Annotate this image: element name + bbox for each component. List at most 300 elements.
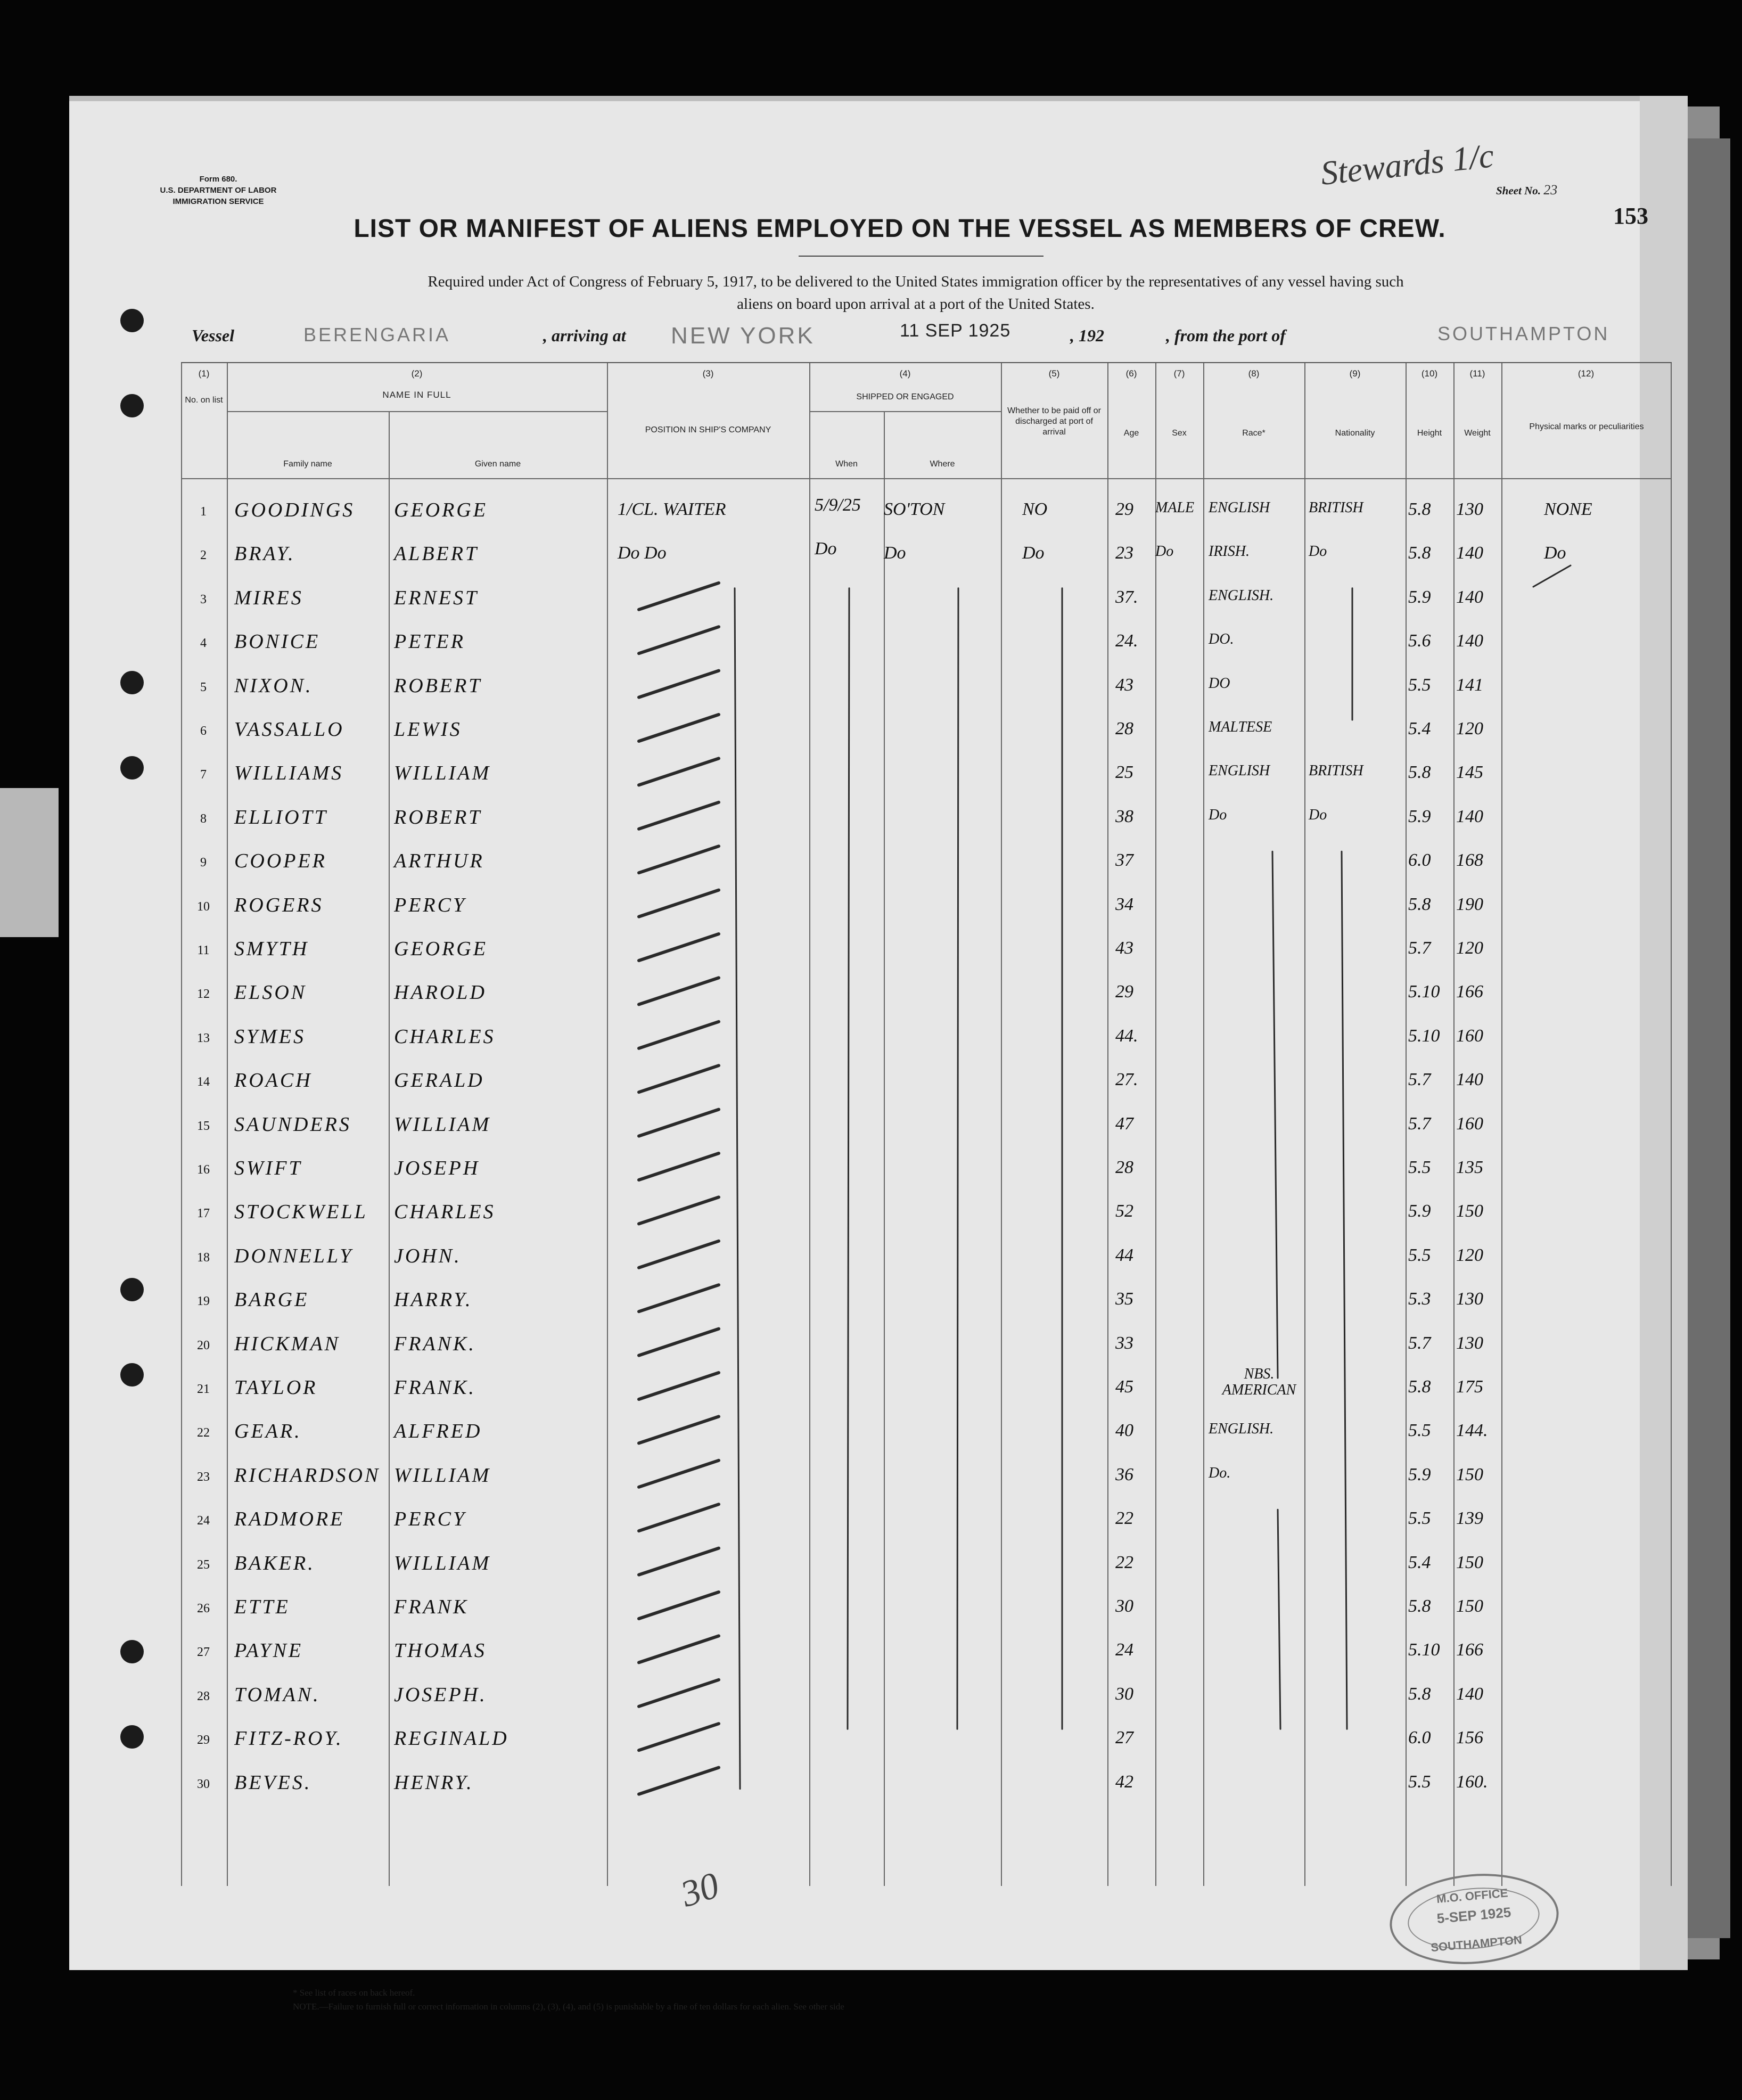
cell-given-name: WILLIAM (394, 1552, 491, 1574)
cell-height: 5.7 (1408, 1070, 1431, 1090)
service-name: IMMIGRATION SERVICE (172, 197, 264, 206)
cell-family-name: FITZ-ROY. (234, 1727, 343, 1750)
header-paid-off: Whether to be paid off or discharged at port of arrival (1007, 406, 1101, 437)
cell-height: 5.4 (1408, 719, 1431, 739)
cell-family-name: VASSALLO (234, 718, 344, 741)
cell-weight: 166 (1456, 1640, 1483, 1660)
cell-given-name: WILLIAM (394, 1113, 491, 1136)
cell-given-name: ERNEST (394, 586, 479, 609)
cell-weight: 139 (1456, 1508, 1483, 1529)
cell-row-number: 10 (197, 899, 210, 914)
cell-given-name: GEORGE (394, 499, 488, 521)
page-title: LIST OR MANIFEST OF ALIENS EMPLOYED ON THE VESSEL AS MEMBERS OF CREW. (354, 215, 1446, 243)
cell-row-number: 21 (197, 1382, 210, 1396)
department-name: U.S. DEPARTMENT OF LABOR (160, 186, 277, 195)
cell-age: 29 (1115, 982, 1133, 1002)
cell-weight: 140 (1456, 1684, 1483, 1704)
cell-given-name: PERCY (394, 893, 467, 916)
cell-family-name: SWIFT (234, 1157, 302, 1179)
cell-given-name: PERCY (394, 1508, 467, 1531)
binder-hole (120, 671, 144, 694)
cell-family-name: ROGERS (234, 893, 324, 916)
cell-family-name: RICHARDSON (234, 1464, 381, 1487)
cell-height: 5.5 (1408, 1771, 1431, 1792)
cell-age: 35 (1115, 1289, 1133, 1309)
cell-weight: 160 (1456, 1113, 1483, 1134)
departure-port: SOUTHAMPTON (1437, 323, 1610, 344)
cell-given-name: LEWIS (394, 718, 462, 741)
cell-age: 42 (1115, 1771, 1133, 1792)
cell-family-name: ETTE (234, 1596, 290, 1618)
header-nationality: Nationality (1335, 429, 1375, 438)
table-row (181, 893, 1672, 939)
cell-weight: 140 (1456, 543, 1483, 563)
table-row (181, 1422, 1672, 1465)
cell-given-name: ALFRED (394, 1420, 482, 1443)
cell-weight: 175 (1456, 1377, 1483, 1397)
cell-row-number: 16 (197, 1163, 210, 1177)
cell-weight: 144. (1456, 1421, 1488, 1441)
cell-age: 25 (1115, 762, 1133, 783)
table-row (181, 1510, 1672, 1553)
cell-weight: 140 (1456, 587, 1483, 607)
cell-age: 47 (1115, 1113, 1133, 1134)
binder-hole (120, 309, 144, 332)
requirement-line-1: Required under Act of Congress of February 5, 1917, to be delivered to the United States immigration officer by the representatives of any vessel having such (428, 273, 1404, 290)
cell-given-name: GERALD (394, 1069, 484, 1092)
arriving-label: , arriving at (543, 326, 626, 345)
cell-weight: 120 (1456, 938, 1483, 958)
table-row (181, 588, 1672, 632)
col-num-3: (3) (702, 368, 714, 379)
cell-age: 30 (1115, 1596, 1133, 1616)
table-row (181, 1554, 1672, 1597)
table-row (181, 1202, 1672, 1246)
cell-given-name: HENRY. (394, 1771, 474, 1794)
cell-weight: 130 (1456, 1333, 1483, 1353)
sheet-number (1496, 182, 1557, 198)
table-row (181, 764, 1672, 807)
cell-family-name: STOCKWELL (234, 1201, 368, 1224)
cell-family-name: BARGE (234, 1289, 309, 1311)
cell-sex: Do (1155, 543, 1174, 560)
cell-nationality: BRITISH (1309, 499, 1363, 516)
binder-hole (120, 756, 144, 780)
stamp-port: SOUTHAMPTON (1430, 1933, 1523, 1955)
cell-height: 5.8 (1408, 499, 1431, 519)
cell-height: 5.8 (1408, 894, 1431, 914)
cell-row-number: 9 (200, 856, 207, 870)
table-row (181, 1597, 1672, 1641)
cell-height: 5.5 (1408, 1508, 1431, 1529)
header-family-name: Family name (283, 460, 332, 469)
from-port-label: , from the port of (1166, 326, 1286, 345)
footnote-penalty: NOTE.—Failure to furnish full or correct information in columns (2), (3), (4), and (5) is punishable by a fine of ten dollars for each alien. See other side (293, 2001, 844, 2012)
table-row (181, 851, 1672, 895)
cell-row-number: 5 (200, 680, 207, 694)
cell-age: 30 (1115, 1684, 1133, 1704)
table-row (181, 1159, 1672, 1202)
cell-row-number: 7 (200, 768, 207, 782)
header-where: Where (930, 460, 955, 469)
cell-weight: 150 (1456, 1596, 1483, 1616)
col-num-7: (7) (1173, 368, 1185, 379)
table-row (181, 676, 1672, 720)
cell-family-name: NIXON. (234, 674, 313, 697)
cell-age: 44 (1115, 1245, 1133, 1265)
cell-family-name: SMYTH (234, 938, 309, 960)
cell-height: 5.3 (1408, 1289, 1431, 1309)
cell-given-name: ALBERT (394, 543, 479, 565)
table-row (181, 1685, 1672, 1729)
cell-race: NBS. AMERICAN (1222, 1366, 1296, 1398)
cell-weight: 160 (1456, 1026, 1483, 1046)
cell-family-name: ROACH (234, 1069, 313, 1092)
page-number: 153 (1613, 203, 1648, 229)
header-height: Height (1417, 429, 1442, 438)
col-num-9: (9) (1349, 368, 1361, 379)
cell-shipped-when: Do (815, 539, 837, 559)
vessel-name: BERENGARIA (303, 324, 451, 346)
cell-height: 5.8 (1408, 762, 1431, 783)
cell-physical-marks: NONE (1544, 499, 1592, 519)
table-row (181, 983, 1672, 1027)
col-num-1: (1) (198, 368, 210, 379)
cell-height: 5.7 (1408, 938, 1431, 958)
cell-age: 24. (1115, 631, 1138, 651)
sheet-number-label: Sheet No. (1496, 184, 1541, 197)
arrival-date-stamp: 11 SEP 1925 (900, 321, 1011, 341)
cell-height: 5.8 (1408, 1377, 1431, 1397)
cell-row-number: 26 (197, 1602, 210, 1615)
cell-height: 5.8 (1408, 543, 1431, 563)
cell-race: Do. (1209, 1464, 1231, 1481)
header-race: Race* (1242, 429, 1266, 438)
cell-weight: 135 (1456, 1158, 1483, 1177)
header-given-name: Given name (474, 460, 521, 469)
cell-weight: 140 (1456, 1070, 1483, 1090)
cell-weight: 130 (1456, 1289, 1483, 1309)
cell-age: 44. (1115, 1026, 1138, 1046)
cell-row-number: 23 (197, 1470, 210, 1484)
cell-nationality: Do (1309, 806, 1327, 823)
table-row (181, 1641, 1672, 1685)
cell-height: 5.9 (1408, 587, 1431, 607)
cell-shipped-where: SO'TON (884, 499, 945, 519)
stamp-office: M.O. OFFICE (1436, 1886, 1509, 1906)
cell-given-name: FRANK. (394, 1376, 476, 1399)
cell-given-name: JOSEPH. (394, 1683, 487, 1706)
cell-row-number: 3 (200, 592, 207, 606)
cell-height: 5.4 (1408, 1552, 1431, 1572)
cell-row-number: 11 (197, 944, 210, 957)
cell-family-name: BRAY. (234, 543, 295, 565)
cell-race: ENGLISH. (1209, 1421, 1274, 1438)
vessel-line (192, 319, 1672, 357)
cell-row-number: 18 (197, 1250, 210, 1265)
cell-age: 34 (1115, 894, 1133, 914)
table-row (181, 495, 1672, 544)
header-when: When (835, 460, 858, 469)
cell-row-number: 28 (197, 1689, 210, 1703)
cell-height: 5.5 (1408, 1158, 1431, 1177)
cell-given-name: CHARLES (394, 1025, 496, 1048)
sheet-number-value: 23 (1543, 182, 1558, 198)
header-weight: Weight (1464, 429, 1491, 438)
cell-age: 36 (1115, 1464, 1133, 1484)
col-num-5: (5) (1048, 368, 1060, 379)
cell-given-name: FRANK. (394, 1332, 476, 1355)
cell-family-name: PAYNE (234, 1639, 303, 1662)
header-physical-marks: Physical marks or peculiarities (1529, 422, 1644, 431)
cell-weight: 156 (1456, 1728, 1483, 1748)
cell-race: DO (1209, 675, 1230, 692)
col-num-4: (4) (899, 368, 911, 379)
col-num-6: (6) (1125, 368, 1137, 379)
cell-given-name: ROBERT (394, 806, 482, 828)
cell-given-name: JOHN. (394, 1244, 462, 1267)
cell-age: 28 (1115, 719, 1133, 739)
cell-weight: 130 (1456, 499, 1483, 519)
col-num-12: (12) (1577, 368, 1595, 379)
requirement-text (186, 270, 1645, 315)
cell-weight: 120 (1456, 1245, 1483, 1265)
cell-weight: 140 (1456, 631, 1483, 651)
cell-shipped-where: Do (884, 543, 906, 563)
cell-row-number: 30 (197, 1777, 210, 1791)
cell-weight: 150 (1456, 1552, 1483, 1572)
cell-given-name: HAROLD (394, 981, 487, 1004)
cell-family-name: WILLIAMS (234, 762, 344, 785)
cell-family-name: MIRES (234, 586, 303, 609)
table-row (181, 1246, 1672, 1290)
cell-row-number: 29 (197, 1733, 210, 1748)
cell-age: 29 (1115, 499, 1133, 519)
cell-weight: 120 (1456, 719, 1483, 739)
cell-age: 33 (1115, 1333, 1133, 1353)
col-num-10: (10) (1421, 368, 1438, 379)
cell-family-name: TOMAN. (234, 1683, 321, 1706)
cell-weight: 141 (1456, 675, 1483, 695)
cell-height: 5.10 (1408, 1640, 1440, 1660)
cell-row-number: 17 (197, 1207, 210, 1221)
cell-weight: 150 (1456, 1201, 1483, 1221)
table-row (181, 720, 1672, 764)
cell-row-number: 14 (197, 1075, 210, 1089)
cell-family-name: GEAR. (234, 1420, 302, 1443)
cell-height: 5.9 (1408, 806, 1431, 826)
cell-age: 45 (1115, 1377, 1133, 1397)
cell-age: 43 (1115, 938, 1133, 958)
binder-hole (120, 1363, 144, 1387)
cell-weight: 168 (1456, 850, 1483, 871)
cell-height: 6.0 (1408, 850, 1431, 871)
underlying-page-edge (0, 788, 59, 937)
table-row (181, 1729, 1672, 1773)
header-name-in-full: NAME IN FULL (382, 390, 451, 400)
cell-family-name: TAYLOR (234, 1376, 318, 1399)
cell-race: ENGLISH. (1209, 587, 1274, 604)
cell-height: 5.10 (1408, 1026, 1440, 1046)
cell-given-name: WILLIAM (394, 1464, 491, 1487)
cell-family-name: HICKMAN (234, 1332, 340, 1355)
cell-height: 6.0 (1408, 1728, 1431, 1748)
cell-height: 5.5 (1408, 1421, 1431, 1441)
cell-height: 5.9 (1408, 1201, 1431, 1221)
col-num-2: (2) (411, 368, 423, 379)
cell-age: 22 (1115, 1508, 1133, 1529)
cell-family-name: GOODINGS (234, 499, 355, 521)
cell-row-number: 6 (200, 724, 207, 738)
cell-height: 5.7 (1408, 1113, 1431, 1134)
table-row (181, 539, 1672, 588)
col-num-8: (8) (1248, 368, 1260, 379)
cell-row-number: 27 (197, 1645, 210, 1660)
form-number: Form 680. (199, 175, 237, 184)
cell-position: 1/CL. WAITER (618, 499, 726, 519)
cell-age: 37 (1115, 850, 1133, 871)
cell-given-name: ROBERT (394, 674, 482, 697)
cell-age: 37. (1115, 587, 1138, 607)
underlying-page-edge (1688, 138, 1730, 1938)
cell-age: 24 (1115, 1640, 1133, 1660)
cell-height: 5.8 (1408, 1684, 1431, 1704)
cell-family-name: ELSON (234, 981, 307, 1004)
cell-row-number: 8 (200, 811, 207, 826)
cell-sex: MALE (1155, 499, 1195, 516)
cell-row-number: 12 (197, 987, 210, 1002)
binder-hole (120, 394, 144, 417)
cell-race: Do (1209, 806, 1227, 823)
cell-row-number: 15 (197, 1119, 210, 1133)
cell-row-number: 19 (197, 1294, 210, 1309)
cell-paid-off: NO (1022, 499, 1048, 519)
cell-given-name: THOMAS (394, 1639, 487, 1662)
cell-race: IRISH. (1209, 543, 1250, 560)
stamp-date: 5-SEP 1925 (1436, 1904, 1512, 1927)
handwritten-department-note: Stewards 1/c (1319, 136, 1496, 192)
cell-age: 52 (1115, 1201, 1133, 1221)
cell-row-number: 25 (197, 1557, 210, 1572)
cell-height: 5.10 (1408, 982, 1440, 1002)
cell-row-number: 2 (200, 548, 207, 563)
handwritten-signature-mark: 30 (676, 1865, 725, 1915)
cell-family-name: COOPER (234, 850, 327, 873)
cell-given-name: PETER (394, 630, 465, 653)
cell-given-name: JOSEPH (394, 1157, 480, 1179)
cell-given-name: REGINALD (394, 1727, 509, 1750)
cell-weight: 140 (1456, 806, 1483, 826)
cell-weight: 160. (1456, 1771, 1488, 1792)
cell-age: 27. (1115, 1070, 1138, 1090)
cell-family-name: BEVES. (234, 1771, 312, 1794)
cell-race: ENGLISH (1209, 762, 1270, 780)
header-sex: Sex (1172, 429, 1187, 438)
table-row (181, 1466, 1672, 1510)
cell-nationality: Do (1309, 543, 1327, 560)
cell-given-name: ARTHUR (394, 850, 484, 873)
cell-family-name: ELLIOTT (234, 806, 328, 828)
cell-height: 5.5 (1408, 1245, 1431, 1265)
cell-age: 22 (1115, 1552, 1133, 1572)
cell-given-name: FRANK (394, 1596, 469, 1618)
cell-race: ENGLISH (1209, 499, 1270, 516)
cell-weight: 166 (1456, 982, 1483, 1002)
cell-age: 28 (1115, 1158, 1133, 1177)
footnote-races: * See list of races on back hereof. (293, 1988, 415, 1998)
header-no-on-list: No. on list (185, 396, 223, 405)
cell-race: DO. (1209, 631, 1234, 648)
cell-family-name: DONNELLY (234, 1244, 354, 1267)
form-identifier (149, 174, 287, 207)
cell-age: 27 (1115, 1728, 1133, 1748)
header-shipped-engaged: SHIPPED OR ENGAGED (856, 392, 954, 401)
cell-weight: 190 (1456, 894, 1483, 914)
cell-row-number: 24 (197, 1514, 210, 1528)
arrival-port: NEW YORK (671, 323, 815, 349)
cell-family-name: SYMES (234, 1025, 306, 1048)
cell-given-name: HARRY. (394, 1289, 473, 1311)
table-row (181, 1290, 1672, 1334)
cell-weight: 150 (1456, 1464, 1483, 1484)
cell-weight: 145 (1456, 762, 1483, 783)
cell-height: 5.7 (1408, 1333, 1431, 1353)
cell-paid-off: Do (1022, 543, 1045, 563)
cell-row-number: 1 (200, 505, 207, 519)
cell-family-name: SAUNDERS (234, 1113, 351, 1136)
cell-position: Do Do (618, 543, 667, 563)
table-row (181, 632, 1672, 676)
binder-hole (120, 1278, 144, 1301)
title-rule (799, 256, 1043, 257)
cell-age: 40 (1115, 1421, 1133, 1441)
cell-family-name: RADMORE (234, 1508, 345, 1531)
cell-shipped-when: 5/9/25 (815, 495, 861, 515)
binder-hole (120, 1725, 144, 1749)
sheet-top-edge (69, 96, 1688, 101)
table-row (181, 1773, 1672, 1817)
table-row (181, 1366, 1672, 1422)
requirement-line-2: aliens on board upon arrival at a port of the United States. (737, 296, 1095, 313)
header-position: POSITION IN SHIP'S COMPANY (645, 425, 771, 434)
cell-row-number: 22 (197, 1426, 210, 1440)
cell-age: 38 (1115, 806, 1133, 826)
header-age: Age (1123, 429, 1139, 438)
table-row (181, 1071, 1672, 1114)
col-num-11: (11) (1469, 368, 1485, 379)
year-label: , 192 (1070, 326, 1104, 345)
cell-age: 43 (1115, 675, 1133, 695)
footnotes (293, 1986, 844, 2014)
cell-age: 23 (1115, 543, 1133, 563)
cell-row-number: 4 (200, 636, 207, 651)
cell-given-name: GEORGE (394, 938, 488, 960)
cell-row-number: 20 (197, 1338, 210, 1352)
cell-family-name: BAKER. (234, 1552, 315, 1574)
table-row (181, 1334, 1672, 1378)
cell-given-name: WILLIAM (394, 762, 491, 785)
manifest-sheet (69, 96, 1688, 2012)
vessel-label: Vessel (192, 326, 234, 345)
cell-height: 5.5 (1408, 675, 1431, 695)
binder-hole (120, 1640, 144, 1663)
table-row (181, 808, 1672, 851)
cell-race: MALTESE (1209, 719, 1272, 735)
cell-row-number: 13 (197, 1031, 210, 1045)
cell-given-name: CHARLES (394, 1201, 496, 1224)
cell-physical-marks: Do (1544, 543, 1566, 563)
cell-height: 5.9 (1408, 1464, 1431, 1484)
